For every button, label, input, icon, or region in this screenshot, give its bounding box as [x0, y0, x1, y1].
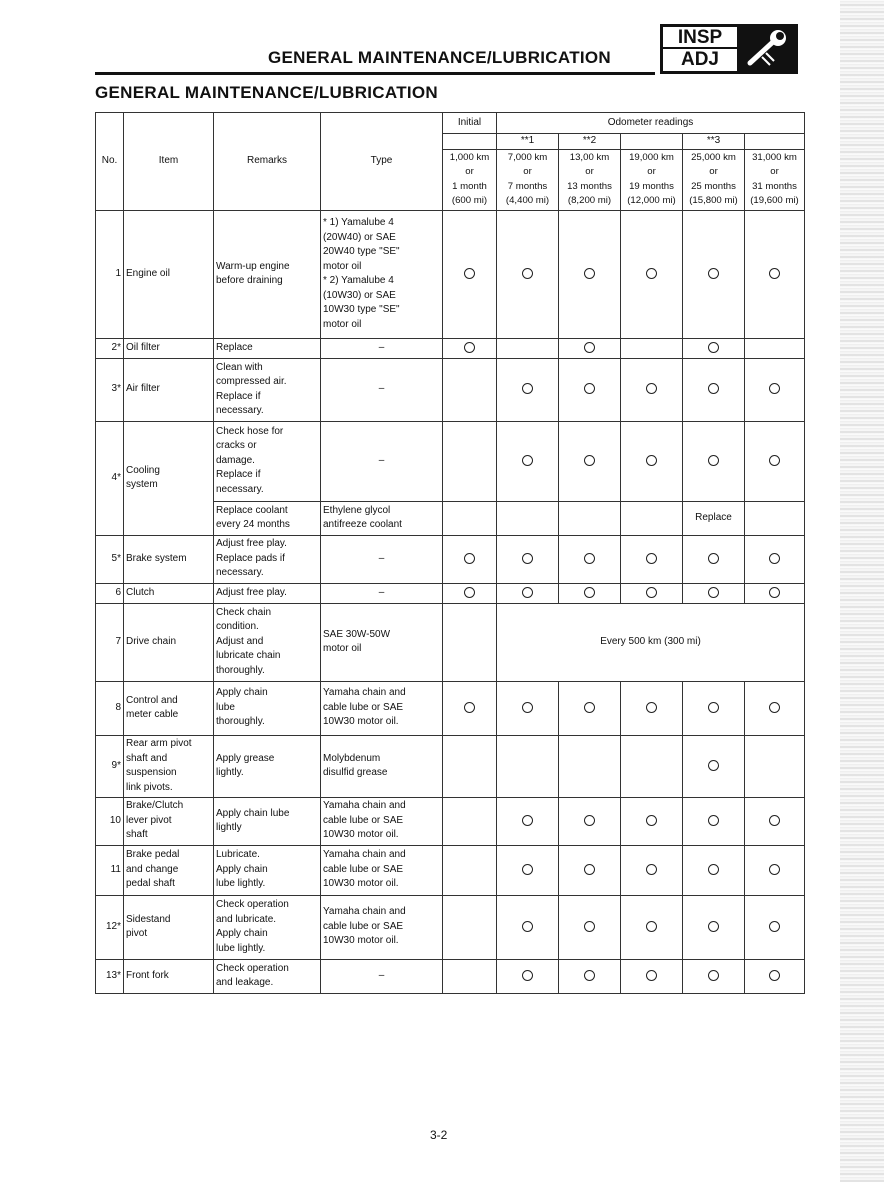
- type-cell: –: [321, 421, 443, 501]
- check-circle-icon: [522, 921, 533, 932]
- interval-cell: [559, 681, 621, 735]
- interval-cell: [683, 583, 745, 603]
- remarks-cell: Check hose for cracks or damage. Replace if necessary.: [214, 421, 321, 501]
- interval-cell: [443, 421, 497, 501]
- interval-cell: [559, 959, 621, 993]
- check-circle-icon: [646, 455, 657, 466]
- interval-cell: [497, 421, 559, 501]
- col-type-header: Type: [321, 113, 443, 211]
- interval-cell: [443, 735, 497, 797]
- interval-cell: [443, 845, 497, 895]
- check-circle-icon: [646, 970, 657, 981]
- item-cell: Rear arm pivot shaft and suspension link pivots.: [124, 735, 214, 797]
- interval-cell: [559, 501, 621, 535]
- interval-cell: [443, 535, 497, 583]
- check-circle-icon: [522, 268, 533, 279]
- interval-cell: [497, 895, 559, 959]
- interval-cell: [683, 358, 745, 421]
- check-circle-icon: [522, 455, 533, 466]
- no-cell: 3*: [96, 358, 124, 421]
- item-cell: Brake system: [124, 535, 214, 583]
- interval-cell: [559, 358, 621, 421]
- item-cell: Control and meter cable: [124, 681, 214, 735]
- item-cell: Air filter: [124, 358, 214, 421]
- interval-cell: [621, 797, 683, 845]
- check-circle-icon: [464, 268, 475, 279]
- interval-cell: [443, 210, 497, 338]
- remarks-cell: Adjust free play. Replace pads if necessary.: [214, 535, 321, 583]
- remarks-cell: Apply chain lube thoroughly.: [214, 681, 321, 735]
- interval-cell-1: 7,000 km or 7 months (4,400 mi): [497, 149, 559, 210]
- no-cell: 9*: [96, 735, 124, 797]
- interval-cell: [745, 583, 805, 603]
- check-circle-icon: [769, 702, 780, 713]
- type-cell: * 1) Yamalube 4 (20W40) or SAE 20W40 type "SE" motor oil * 2) Yamalube 4 (10W30) or SAE 10W30 type "SE" motor oil: [321, 210, 443, 338]
- interval-cell-0: 1,000 km or 1 month (600 mi): [443, 149, 497, 210]
- interval-cell: [621, 358, 683, 421]
- check-circle-icon: [646, 921, 657, 932]
- check-circle-icon: [464, 342, 475, 353]
- check-circle-icon: [708, 553, 719, 564]
- check-circle-icon: [708, 383, 719, 394]
- interval-cell: [683, 895, 745, 959]
- col-initial-header: Initial: [443, 113, 497, 134]
- type-cell: SAE 30W-50W motor oil: [321, 603, 443, 681]
- interval-cell: [745, 535, 805, 583]
- mark-3: [621, 134, 683, 150]
- interval-cell: [559, 210, 621, 338]
- check-circle-icon: [584, 864, 595, 875]
- no-cell: 1: [96, 210, 124, 338]
- interval-cell: [559, 535, 621, 583]
- table-row: [96, 583, 805, 603]
- check-circle-icon: [584, 587, 595, 598]
- interval-cell: [497, 681, 559, 735]
- interval-cell-5: 31,000 km or 31 months (19,600 mi): [745, 149, 805, 210]
- remarks-cell: Replace coolant every 24 months: [214, 501, 321, 535]
- page-number: 3-2: [430, 1128, 448, 1142]
- interval-cell: [497, 845, 559, 895]
- remarks-cell: Apply grease lightly.: [214, 735, 321, 797]
- wrench-icon: [740, 27, 795, 71]
- check-circle-icon: [708, 268, 719, 279]
- check-circle-icon: [584, 455, 595, 466]
- check-circle-icon: [708, 970, 719, 981]
- interval-cell: [559, 583, 621, 603]
- type-cell: –: [321, 959, 443, 993]
- interval-cell: [443, 358, 497, 421]
- check-circle-icon: [646, 815, 657, 826]
- no-cell: 12*: [96, 895, 124, 959]
- type-cell: Yamaha chain and cable lube or SAE 10W30 motor oil.: [321, 797, 443, 845]
- table-row: [96, 338, 805, 358]
- check-circle-icon: [769, 268, 780, 279]
- interval-cell-4: 25,000 km or 25 months (15,800 mi): [683, 149, 745, 210]
- remarks-cell: Lubricate. Apply chain lube lightly.: [214, 845, 321, 895]
- remarks-cell: Check operation and lubricate. Apply chain lube lightly.: [214, 895, 321, 959]
- check-circle-icon: [646, 864, 657, 875]
- remarks-cell: Apply chain lube lightly: [214, 797, 321, 845]
- check-circle-icon: [646, 587, 657, 598]
- check-circle-icon: [584, 268, 595, 279]
- item-cell: Sidestand pivot: [124, 895, 214, 959]
- interval-cell: [621, 583, 683, 603]
- check-circle-icon: [708, 587, 719, 598]
- interval-cell: [683, 421, 745, 501]
- col-item-header: Item: [124, 113, 214, 211]
- remarks-cell: Warm-up engine before draining: [214, 210, 321, 338]
- interval-cell: [745, 959, 805, 993]
- header-title: GENERAL MAINTENANCE/LUBRICATION: [268, 48, 611, 67]
- interval-cell: [745, 421, 805, 501]
- check-circle-icon: [646, 383, 657, 394]
- item-cell: Oil filter: [124, 338, 214, 358]
- check-circle-icon: [522, 970, 533, 981]
- interval-cell: [497, 210, 559, 338]
- no-cell: 6: [96, 583, 124, 603]
- mark-2: **2: [559, 134, 621, 150]
- interval-cell: [559, 895, 621, 959]
- interval-cell: [443, 338, 497, 358]
- interval-cell: [497, 501, 559, 535]
- table-row: [96, 797, 805, 845]
- no-cell: 2*: [96, 338, 124, 358]
- no-cell: 8: [96, 681, 124, 735]
- no-cell: 7: [96, 603, 124, 681]
- interval-cell: [621, 681, 683, 735]
- col-odometer-header: Odometer readings: [497, 113, 805, 134]
- item-cell: Front fork: [124, 959, 214, 993]
- interval-cell: [621, 535, 683, 583]
- check-circle-icon: [522, 587, 533, 598]
- badge-icon-box: [740, 24, 798, 74]
- check-circle-icon: [769, 864, 780, 875]
- check-circle-icon: [708, 760, 719, 771]
- item-cell: Engine oil: [124, 210, 214, 338]
- remarks-cell: Check operation and leakage.: [214, 959, 321, 993]
- check-circle-icon: [769, 587, 780, 598]
- check-circle-icon: [522, 815, 533, 826]
- interval-cell: [559, 797, 621, 845]
- interval-cell: [745, 501, 805, 535]
- interval-cell: [745, 358, 805, 421]
- no-cell: 4*: [96, 421, 124, 535]
- interval-cell: [559, 338, 621, 358]
- header-row-1: [96, 113, 805, 134]
- check-circle-icon: [584, 342, 595, 353]
- interval-cell: [497, 735, 559, 797]
- check-circle-icon: [522, 553, 533, 564]
- check-circle-icon: [584, 383, 595, 394]
- check-circle-icon: [769, 553, 780, 564]
- mark-1: **1: [497, 134, 559, 150]
- header-rule: [95, 72, 655, 75]
- interval-cell: [559, 421, 621, 501]
- item-cell: Clutch: [124, 583, 214, 603]
- type-cell: Yamaha chain and cable lube or SAE 10W30 motor oil.: [321, 845, 443, 895]
- interval-cell: [745, 797, 805, 845]
- check-circle-icon: [464, 587, 475, 598]
- interval-cell: [443, 895, 497, 959]
- interval-cell: [683, 681, 745, 735]
- remarks-cell: Adjust free play.: [214, 583, 321, 603]
- interval-cell: [497, 338, 559, 358]
- check-circle-icon: [769, 970, 780, 981]
- interval-cell: [497, 583, 559, 603]
- table-row: [96, 210, 805, 338]
- interval-cell: [683, 535, 745, 583]
- badge-adj: ADJ: [680, 49, 719, 70]
- mark-4: **3: [683, 134, 745, 150]
- type-cell: –: [321, 358, 443, 421]
- interval-cell: [683, 797, 745, 845]
- maintenance-table: [95, 112, 805, 994]
- check-circle-icon: [584, 553, 595, 564]
- interval-cell: [443, 681, 497, 735]
- interval-cell: [683, 735, 745, 797]
- check-circle-icon: [708, 815, 719, 826]
- check-circle-icon: [584, 702, 595, 713]
- check-circle-icon: [646, 268, 657, 279]
- col-remarks-header: Remarks: [214, 113, 321, 211]
- interval-cell: [621, 421, 683, 501]
- item-cell: Drive chain: [124, 603, 214, 681]
- interval-cell: [683, 338, 745, 358]
- interval-cell: [497, 358, 559, 421]
- item-cell: Cooling system: [124, 421, 214, 535]
- no-cell: 10: [96, 797, 124, 845]
- check-circle-icon: [522, 702, 533, 713]
- remarks-cell: Replace: [214, 338, 321, 358]
- check-circle-icon: [708, 702, 719, 713]
- table-row: [96, 845, 805, 895]
- table-row: [96, 358, 805, 421]
- item-cell: Brake pedal and change pedal shaft: [124, 845, 214, 895]
- interval-cell: [683, 959, 745, 993]
- type-cell: –: [321, 535, 443, 583]
- interval-cell: [559, 845, 621, 895]
- check-circle-icon: [646, 702, 657, 713]
- interval-cell: [621, 845, 683, 895]
- mark-5: [745, 134, 805, 150]
- section-title: GENERAL MAINTENANCE/LUBRICATION: [95, 83, 438, 102]
- interval-cell: [683, 845, 745, 895]
- interval-cell: [497, 797, 559, 845]
- check-circle-icon: [646, 553, 657, 564]
- interval-cell: [443, 797, 497, 845]
- interval-cell-3: 19,000 km or 19 months (12,000 mi): [621, 149, 683, 210]
- interval-cell-2: 13,00 km or 13 months (8,200 mi): [559, 149, 621, 210]
- table-row: [96, 735, 805, 797]
- col-no-header: No.: [96, 113, 124, 211]
- type-cell: Yamaha chain and cable lube or SAE 10W30 motor oil.: [321, 681, 443, 735]
- type-cell: Ethylene glycol antifreeze coolant: [321, 501, 443, 535]
- interval-cell: [621, 895, 683, 959]
- interval-cell: [443, 583, 497, 603]
- interval-cell: [621, 338, 683, 358]
- note-cell: Replace: [683, 501, 745, 535]
- interval-cell: [683, 210, 745, 338]
- check-circle-icon: [584, 970, 595, 981]
- interval-cell: [745, 681, 805, 735]
- mark-0: [443, 134, 497, 150]
- check-circle-icon: [708, 864, 719, 875]
- table-row: [96, 681, 805, 735]
- every-500-note: Every 500 km (300 mi): [497, 603, 805, 681]
- table-row: [96, 959, 805, 993]
- interval-cell: [621, 210, 683, 338]
- interval-cell: [559, 735, 621, 797]
- check-circle-icon: [769, 921, 780, 932]
- check-circle-icon: [464, 553, 475, 564]
- interval-cell: [745, 735, 805, 797]
- type-cell: –: [321, 338, 443, 358]
- type-cell: Yamaha chain and cable lube or SAE 10W30 motor oil.: [321, 895, 443, 959]
- check-circle-icon: [464, 702, 475, 713]
- scan-edge-shading: [840, 0, 884, 1182]
- section-badge: [660, 24, 740, 74]
- interval-cell: [745, 895, 805, 959]
- interval-cell: [497, 959, 559, 993]
- note-cell: [443, 603, 497, 681]
- table-row: [96, 421, 805, 501]
- interval-cell: [745, 210, 805, 338]
- check-circle-icon: [708, 342, 719, 353]
- check-circle-icon: [584, 815, 595, 826]
- interval-cell: [621, 735, 683, 797]
- remarks-cell: Clean with compressed air. Replace if necessary.: [214, 358, 321, 421]
- table-row: [96, 603, 805, 681]
- interval-cell: [745, 845, 805, 895]
- table-row: [96, 535, 805, 583]
- badge-insp: INSP: [663, 27, 737, 49]
- type-cell: Molybdenum disulfid grease: [321, 735, 443, 797]
- no-cell: 13*: [96, 959, 124, 993]
- check-circle-icon: [522, 864, 533, 875]
- table-row: [96, 895, 805, 959]
- check-circle-icon: [708, 921, 719, 932]
- interval-cell: [621, 959, 683, 993]
- no-cell: 5*: [96, 535, 124, 583]
- check-circle-icon: [769, 383, 780, 394]
- interval-cell: [621, 501, 683, 535]
- interval-cell: [443, 959, 497, 993]
- interval-cell: [443, 501, 497, 535]
- type-cell: –: [321, 583, 443, 603]
- check-circle-icon: [769, 455, 780, 466]
- item-cell: Brake/Clutch lever pivot shaft: [124, 797, 214, 845]
- interval-cell: [745, 338, 805, 358]
- check-circle-icon: [522, 383, 533, 394]
- check-circle-icon: [708, 455, 719, 466]
- check-circle-icon: [769, 815, 780, 826]
- no-cell: 11: [96, 845, 124, 895]
- interval-cell: [497, 535, 559, 583]
- remarks-cell: Check chain condition. Adjust and lubricate chain thoroughly.: [214, 603, 321, 681]
- check-circle-icon: [584, 921, 595, 932]
